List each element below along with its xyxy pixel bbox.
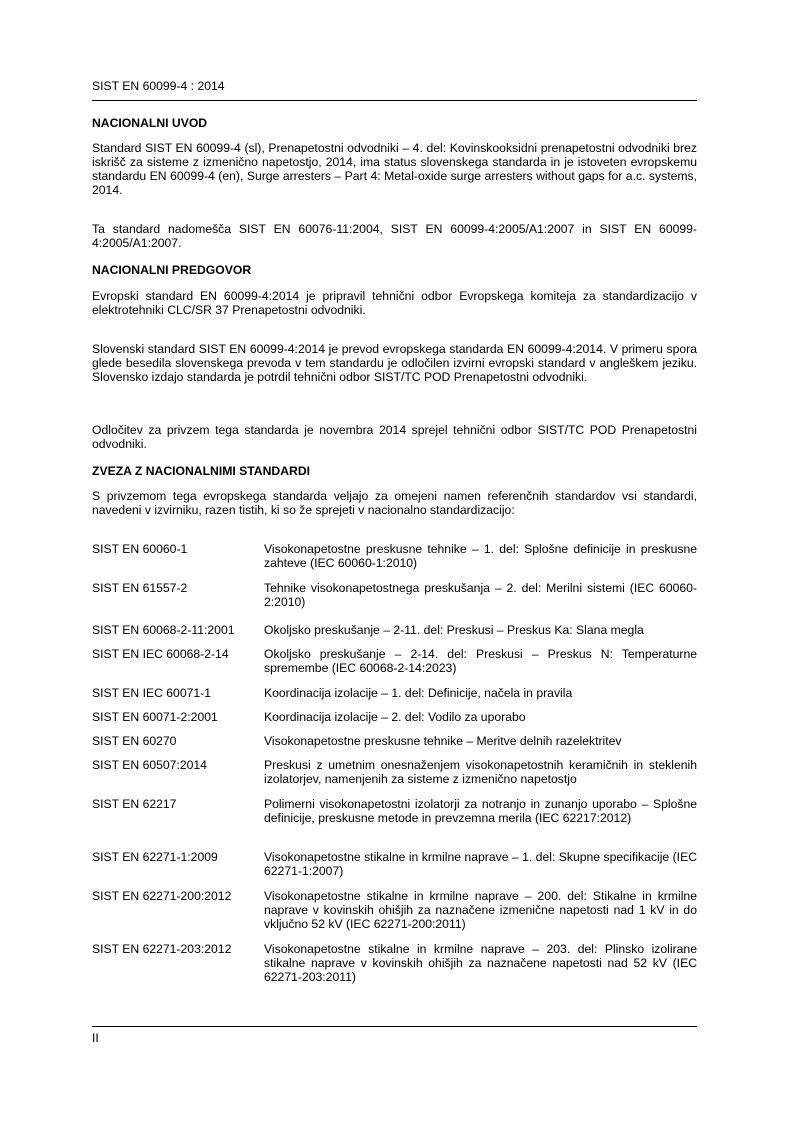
paragraph: Odločitev za privzem tega standarda je novembra 2014 sprejel tehnični odbor SIST/TC POD Prenapetostni odvodniki. <box>92 423 697 451</box>
reference-code: SIST EN 61557-2 <box>92 581 188 595</box>
reference-title: Polimerni visokonapetostni izolatorji za notranjo in zunanjo uporabo – Splošne definicije, preskusne metode in prevzemna merila (IEC 62217:2012) <box>264 797 697 825</box>
reference-title: Visokonapetostne stikalne in krmilne naprave – 203. del: Plinsko izolirane stikalne naprave v kovinskih ohišjih za naznačene napetosti nad 52 kV (IEC 62271-203:2011) <box>264 942 697 984</box>
paragraph: Ta standard nadomešča SIST EN 60076-11:2004, SIST EN 60099-4:2005/A1:2007 in SIST EN 60099-4:2005/A1:2007. <box>92 222 697 250</box>
running-header: SIST EN 60099-4 : 2014 <box>92 79 225 93</box>
paragraph: Slovenski standard SIST EN 60099-4:2014 je prevod evropskega standarda EN 60099-4:2014. V primeru spora glede besedila slovenskega prevoda v tem standardu je odločilen izvirni evropski standard v angleškem jeziku. Slovensko izdajo standarda je potrdil tehnični odbor SIST/TC POD Prenapetostni odvodniki. <box>92 342 697 384</box>
reference-title: Okoljsko preskušanje – 2-11. del: Preskusi – Preskus Ka: Slana megla <box>264 623 644 637</box>
heading-nacionalni-uvod: NACIONALNI UVOD <box>92 116 208 130</box>
reference-title: Visokonapetostne stikalne in krmilne naprave – 200. del: Stikalne in krmilne naprave v kovinskih ohišjih za naznačene izmenične napetosti nad 1 kV in do vključno 52 kV (IEC 62271-200:2011) <box>264 889 697 931</box>
reference-code: SIST EN 62217 <box>92 797 177 811</box>
reference-title: Okoljsko preskušanje – 2-14. del: Preskusi – Preskus N: Temperaturne spremembe (IEC 60068-2-14:2023) <box>264 647 697 675</box>
reference-title: Koordinacija izolacije – 2. del: Vodilo za uporabo <box>264 710 526 724</box>
paragraph: S privzemom tega evropskega standarda veljajo za omejeni namen referenčnih standardov vsi standardi, navedeni v izvirniku, razen tistih, ki so že sprejeti v nacionalno standardizacijo: <box>92 489 697 517</box>
reference-code: SIST EN 60060-1 <box>92 542 188 556</box>
header-rule <box>92 100 697 101</box>
page-number: II <box>92 1031 99 1045</box>
reference-code: SIST EN 60270 <box>92 734 177 748</box>
paragraph: Evropski standard EN 60099-4:2014 je pripravil tehnični odbor Evropskega komiteja za standardizacijo v elektrotehniki CLC/SR 37 Prenapetostni odvodniki. <box>92 289 697 317</box>
reference-title: Visokonapetostne stikalne in krmilne naprave – 1. del: Skupne specifikacije (IEC 62271-1:2007) <box>264 850 697 878</box>
reference-code: SIST EN 62271-1:2009 <box>92 850 218 864</box>
reference-code: SIST EN IEC 60071-1 <box>92 686 212 700</box>
heading-nacionalni-predgovor: NACIONALNI PREDGOVOR <box>92 263 252 277</box>
reference-code: SIST EN 60071-2:2001 <box>92 710 218 724</box>
footer-rule <box>92 1026 697 1027</box>
reference-code: SIST EN 60507:2014 <box>92 758 207 772</box>
reference-title: Visokonapetostne preskusne tehnike – Meritve delnih razelektritev <box>264 734 622 748</box>
paragraph: Standard SIST EN 60099-4 (sl), Prenapetostni odvodniki – 4. del: Kovinskooksidni prenapetostni odvodniki brez iskrišč za sisteme z izmenično napetostjo, 2014, ima status slovenskega standarda in je istoveten evropskemu standardu EN 60099-4 (en), Surge arresters – Part 4: Metal-oxide surge arresters without gaps for a.c. systems, 2014. <box>92 141 697 197</box>
reference-code: SIST EN 60068-2-11:2001 <box>92 623 235 637</box>
reference-title: Koordinacija izolacije – 1. del: Definicije, načela in pravila <box>264 686 573 700</box>
reference-code: SIST EN 62271-203:2012 <box>92 942 232 956</box>
reference-title: Preskusi z umetnim onesnaženjem visokonapetostnih keramičnih in steklenih izolatorjev, namenjenih za sisteme z izmenično napetostjo <box>264 758 697 786</box>
reference-code: SIST EN IEC 60068-2-14 <box>92 647 229 661</box>
reference-code: SIST EN 62271-200:2012 <box>92 889 232 903</box>
reference-title: Visokonapetostne preskusne tehnike – 1. del: Splošne definicije in preskusne zahteve (IEC 60060-1:2010) <box>264 542 697 570</box>
reference-title: Tehnike visokonapetostnega preskušanja – 2. del: Merilni sistemi (IEC 60060-2:2010) <box>264 581 697 609</box>
heading-zveza: ZVEZA Z NACIONALNIMI STANDARDI <box>92 464 311 478</box>
